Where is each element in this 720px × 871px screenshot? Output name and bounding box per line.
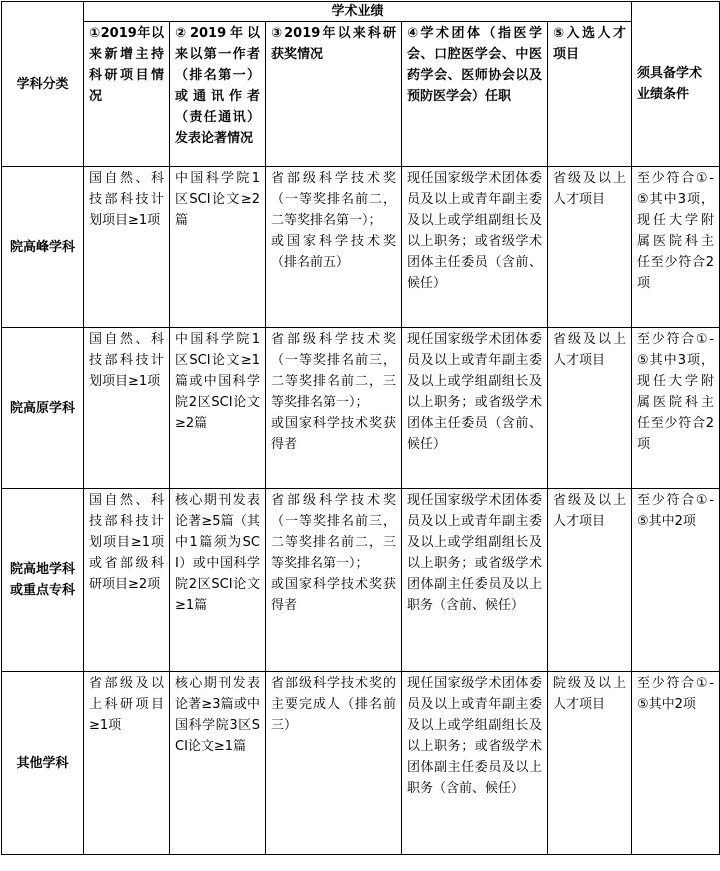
cell-talent-programs: 省级及以上人才项目	[548, 489, 632, 672]
column-header-publications: ②2019年以来以第一作者（排名第一）或通讯作者（责任通讯）发表论著情况	[170, 22, 266, 167]
cell-publications: 核心期刊发表论著≥5篇（其中1篇须为SCI）或中国科学院2区SCI论文≥1篇	[170, 489, 266, 672]
cell-publications: 中国科学院1区SCI论文≥1篇或中国科学院2区SCI论文≥2篇	[170, 328, 266, 489]
awards-line: 省部级科学技术奖（一等奖排名前三，二等奖排名前二，三等奖排名第一）； 或国家科学技术奖获得者	[271, 493, 396, 613]
required-conditions-header: 须具备学术业绩条件	[632, 2, 720, 167]
cell-academic-society-roles: 现任国家级学术团体委员及以上或青年副主委及以上或学组副组长及以上职务；或省级学术团体副主任委员及以上职务（含前、候任）	[402, 672, 548, 855]
discipline-category-header: 学科分类	[2, 2, 84, 167]
column-header-academic-society-roles: ④学术团体（指医学会、口腔医学会、中医药学会、医师协会以及预防医学会）任职	[402, 22, 548, 167]
row-category-label: 其他学科	[2, 672, 84, 855]
cell-publications: 中国科学院1区SCI论文≥2篇	[170, 167, 266, 328]
column-header-research-awards: ③2019年以来科研获奖情况	[266, 22, 402, 167]
cell-talent-programs: 省级及以上人才项目	[548, 167, 632, 328]
cell-research-projects: 省部级及以上科研项目≥1项	[84, 672, 170, 855]
cell-talent-programs: 省级及以上人才项目	[548, 328, 632, 489]
cell-required-conditions: 至少符合①-⑤其中2项	[632, 489, 720, 672]
cell-academic-society-roles: 现任国家级学术团体委员及以上或青年副主委及以上或学组副组长及以上职务；或省级学术团体主任委员（含前、候任）	[402, 328, 548, 489]
cell-academic-society-roles: 现任国家级学术团体委员及以上或青年副主委及以上或学组副组长及以上职务；或省级学术团体主任委员（含前、候任）	[402, 167, 548, 328]
table-row	[2, 167, 720, 328]
awards-line: 省部级科学技术奖（一等奖排名前三，二等奖排名前二，三等奖排名第一）； 或国家科学技术奖获得者	[271, 332, 396, 452]
cell-research-projects: 国自然、科技部科技计划项目≥1项或省部级科研项目≥2项	[84, 489, 170, 672]
cell-required-conditions: 至少符合①-⑤其中2项	[632, 672, 720, 855]
cell-research-awards	[266, 328, 402, 489]
table-row	[2, 489, 720, 672]
cell-publications: 核心期刊发表论著≥3篇或中国科学院3区SCI论文≥1篇	[170, 672, 266, 855]
cell-academic-society-roles: 现任国家级学术团体委员及以上或青年副主委及以上或学组副组长及以上职务；或省级学术团体副主任委员及以上职务（含前、候任）	[402, 489, 548, 672]
row-category-label: 院高原学科	[2, 328, 84, 489]
table-row	[2, 328, 720, 489]
cell-research-awards	[266, 167, 402, 328]
academic-performance-header: 学术业绩	[84, 2, 632, 22]
cell-research-projects: 国自然、科技部科技计划项目≥1项	[84, 328, 170, 489]
cell-research-projects: 国自然、科技部科技计划项目≥1项	[84, 167, 170, 328]
cell-talent-programs: 院级及以上人才项目	[548, 672, 632, 855]
cell-research-awards: 省部级科学技术奖的主要完成人（排名前三）	[266, 672, 402, 855]
column-header-talent-programs: ⑤入选人才项目	[548, 22, 632, 167]
row-category-label: 院高峰学科	[2, 167, 84, 328]
cell-research-awards	[266, 489, 402, 672]
academic-criteria-table	[1, 1, 720, 855]
row-category-label: 院高地学科或重点专科	[2, 489, 84, 672]
column-header-research-projects: ①2019年以来新增主持科研项目情况	[84, 22, 170, 167]
cell-required-conditions: 至少符合①-⑤其中3项，现任大学附属医院科主任至少符合2项	[632, 328, 720, 489]
awards-line: 省部级科学技术奖（一等奖排名前二，二等奖排名第一）； 或国家科学技术奖（排名前五）	[271, 171, 396, 270]
cell-required-conditions: 至少符合①-⑤其中3项，现任大学附属医院科主任至少符合2项	[632, 167, 720, 328]
table-row	[2, 672, 720, 855]
